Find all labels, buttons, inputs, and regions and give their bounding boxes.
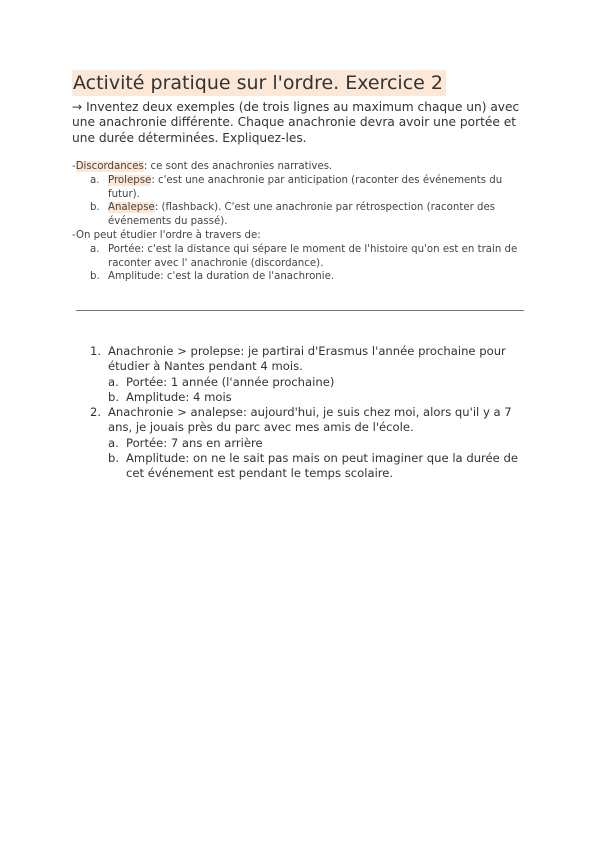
analepse-term: Analepse — [108, 202, 155, 214]
answer-2-portee: Portée: 7 ans en arrière — [126, 435, 263, 450]
analepse-item — [90, 201, 532, 229]
list-marker: a. — [90, 174, 100, 186]
prolepse-term: Prolepse — [108, 174, 152, 186]
page-title: Activité pratique sur l'ordre. Exercice 2 — [72, 70, 446, 96]
list-marker: a. — [108, 374, 119, 389]
list-item — [108, 375, 530, 390]
list-marker: b. — [108, 451, 120, 466]
ordre-intro-line: -On peut étudier l'ordre à travers de: — [72, 229, 261, 241]
list-marker: 2. — [90, 405, 102, 420]
horizontal-divider — [76, 310, 524, 311]
list-marker: a. — [90, 243, 100, 255]
portee-definition: Portée: c'est la distance qui sépare le moment de l'histoire qu'on est en train de raconter avec l' anachronie (discordance). — [108, 243, 518, 269]
list-item — [108, 390, 530, 405]
answer-2-amplitude: Amplitude: on ne le sait pas mais on peut imaginer que la durée de cet événement est pendant le temps scolaire. — [126, 451, 518, 481]
dash-prefix: - — [72, 161, 76, 172]
answer-2-text: Anachronie > analepse: aujourd'hui, je suis chez moi, alors qu'il y a 7 ans, je jouais près du parc avec mes amis de l'école. — [108, 405, 512, 435]
theory-notes — [72, 160, 532, 284]
discordances-definition: : ce sont des anachronies narratives. — [143, 161, 333, 172]
portee-item — [90, 243, 532, 271]
answer-1-text: Anachronie > prolepse: je partirai d'Erasmus l'année prochaine pour étudier à Nantes pendant 4 mois. — [108, 344, 506, 374]
answers-list — [90, 344, 530, 482]
amplitude-definition: Amplitude: c'est la duration de l'anachronie. — [108, 271, 335, 283]
analepse-definition: : (flashback). C'est une anachronie par rétrospection (raconter des événements du passé). — [108, 202, 496, 228]
list-item — [108, 451, 530, 482]
list-marker: 1. — [90, 344, 102, 358]
list-marker: a. — [108, 435, 119, 450]
prolepse-item — [90, 174, 532, 202]
list-marker: b. — [108, 389, 120, 404]
prolepse-definition: : c'est une anachronie par anticipation (raconter des événements du futur). — [108, 174, 503, 200]
list-item — [108, 436, 530, 451]
list-item — [90, 405, 530, 436]
answer-1-amplitude: Amplitude: 4 mois — [126, 389, 232, 404]
discordances-term: Discordances — [75, 161, 144, 172]
discordances-line — [72, 160, 532, 174]
list-item — [90, 344, 530, 375]
instructions-paragraph: → Inventez deux exemples (de trois lignes au maximum chaque un) avec une anachronie différente. Chaque anachronie devra avoir une portée et une durée déterminées. Expliquez-les. — [72, 100, 520, 145]
list-marker: b. — [90, 271, 100, 283]
answer-1-portee: Portée: 1 année (l'année prochaine) — [126, 374, 335, 389]
amplitude-item — [90, 270, 532, 284]
list-marker: b. — [90, 202, 100, 214]
